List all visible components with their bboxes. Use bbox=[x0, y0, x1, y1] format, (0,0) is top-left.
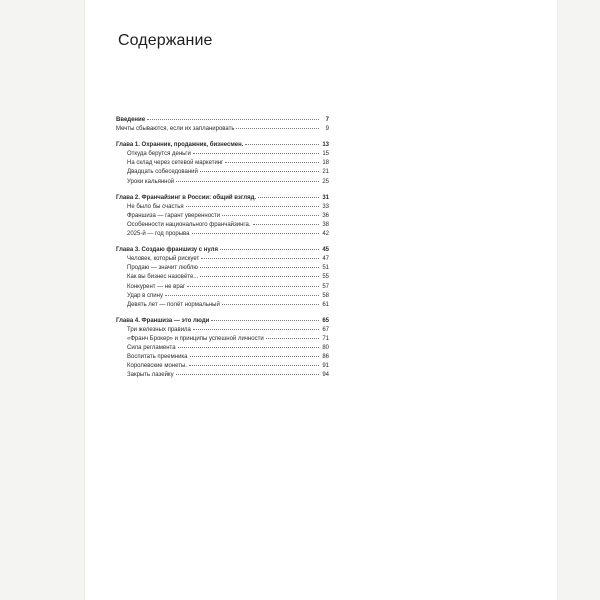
toc-entry bbox=[116, 283, 329, 292]
toc-chapter-heading bbox=[116, 116, 329, 125]
toc-page-number: 71 bbox=[322, 335, 329, 342]
dot-leader bbox=[258, 196, 319, 198]
toc-page-number: 7 bbox=[325, 117, 329, 123]
dot-leader bbox=[165, 294, 319, 296]
toc-page-number: 36 bbox=[322, 212, 329, 219]
page-title: Содержание bbox=[118, 32, 213, 49]
dot-leader bbox=[253, 223, 320, 225]
toc-entry bbox=[116, 159, 329, 168]
toc-page-number: 42 bbox=[322, 231, 329, 238]
toc-entry-label: Введение bbox=[116, 117, 146, 123]
toc-entry bbox=[116, 326, 329, 335]
dot-leader bbox=[176, 180, 319, 182]
toc-section bbox=[116, 116, 329, 134]
dot-leader bbox=[186, 205, 319, 207]
toc-entry bbox=[116, 371, 329, 380]
toc-entry-label: Три железных правила bbox=[127, 326, 191, 333]
toc-page-number: 57 bbox=[322, 283, 329, 290]
toc-chapter-heading bbox=[116, 317, 329, 326]
toc-page-number: 33 bbox=[322, 203, 329, 210]
toc-entry-label: Не было бы счастья bbox=[127, 203, 184, 210]
toc-page-number: 18 bbox=[322, 160, 329, 167]
toc-entry-label: Мечты сбываются, если их запланировать bbox=[116, 126, 235, 133]
book-page bbox=[85, 0, 557, 600]
dot-leader bbox=[200, 275, 319, 277]
toc-page-number: 91 bbox=[322, 363, 329, 370]
toc-page-number: 58 bbox=[322, 292, 329, 299]
dot-leader bbox=[193, 328, 319, 330]
toc-entry-label: Сила регламента bbox=[127, 345, 176, 352]
toc-page-number: 45 bbox=[322, 247, 329, 254]
toc-entry-label: Особенности национального франчайзинга. bbox=[127, 221, 251, 228]
toc-entry bbox=[116, 212, 329, 221]
dot-leader bbox=[211, 319, 319, 321]
toc-page-number: 65 bbox=[322, 317, 329, 324]
toc-entry-label: 2025-й — год прорыва bbox=[127, 231, 190, 238]
dot-leader bbox=[147, 118, 319, 120]
toc-section bbox=[116, 194, 329, 239]
dot-leader bbox=[225, 161, 319, 163]
toc-entry-label: Закрыть лазейку bbox=[127, 372, 174, 379]
toc-entry-label: Глава 4. Франшиза — это люди bbox=[116, 317, 210, 324]
toc-entry-label: Как вы бизнес назовёте... bbox=[127, 274, 199, 281]
toc-page-number: 55 bbox=[322, 274, 329, 281]
toc-page-number: 25 bbox=[322, 178, 329, 185]
toc-entry bbox=[116, 125, 329, 134]
toc-page-number: 86 bbox=[322, 354, 329, 361]
dot-leader bbox=[176, 373, 319, 375]
toc-entry bbox=[116, 353, 329, 362]
toc-entry bbox=[116, 273, 329, 282]
toc-section bbox=[116, 141, 329, 186]
dot-leader bbox=[200, 266, 319, 268]
toc-entry bbox=[116, 178, 329, 187]
toc-entry-label: На склад через сетевой маркетинг bbox=[127, 160, 224, 167]
toc-entry-label: Глава 3. Создаю франшизу с нуля bbox=[116, 247, 218, 254]
toc-entry bbox=[116, 230, 329, 239]
toc-chapter-heading bbox=[116, 194, 329, 203]
table-of-contents bbox=[116, 116, 329, 387]
dot-leader bbox=[201, 257, 319, 259]
dot-leader bbox=[192, 232, 320, 234]
toc-entry-label: Конкурент — не враг bbox=[127, 283, 186, 290]
dot-leader bbox=[187, 285, 319, 287]
toc-entry bbox=[116, 221, 329, 230]
toc-entry bbox=[116, 203, 329, 212]
dot-leader bbox=[236, 127, 319, 129]
toc-entry-label: Двадцать собеседований bbox=[127, 169, 198, 176]
dot-leader bbox=[245, 143, 319, 145]
toc-section bbox=[116, 246, 329, 310]
toc-page-number: 47 bbox=[322, 256, 329, 263]
toc-page-number: 94 bbox=[322, 372, 329, 379]
toc-entry-label: Девять лет — полёт нормальный bbox=[127, 301, 220, 308]
toc-page-number: 67 bbox=[322, 326, 329, 333]
toc-chapter-heading bbox=[116, 246, 329, 255]
toc-entry bbox=[116, 168, 329, 177]
toc-entry-label: Глава 2. Франчайзинг в России: общий взгляд. bbox=[116, 194, 257, 201]
toc-entry bbox=[116, 335, 329, 344]
toc-section bbox=[116, 317, 329, 381]
toc-entry-label: Продаю — значит люблю bbox=[127, 265, 198, 272]
dot-leader bbox=[190, 355, 319, 357]
toc-entry-label: Франшиза — гарант уверенности bbox=[127, 212, 221, 219]
toc-page-number: 80 bbox=[322, 345, 329, 352]
toc-page-number: 21 bbox=[322, 169, 329, 176]
toc-entry bbox=[116, 150, 329, 159]
dot-leader bbox=[189, 364, 319, 366]
dot-leader bbox=[222, 303, 319, 305]
toc-entry-label: Уроки кальянной bbox=[127, 178, 175, 185]
toc-entry-label: Королевские монеты. bbox=[127, 363, 187, 370]
toc-entry bbox=[116, 301, 329, 310]
toc-entry bbox=[116, 344, 329, 353]
dot-leader bbox=[266, 337, 319, 339]
toc-entry bbox=[116, 362, 329, 371]
dot-leader bbox=[220, 248, 319, 250]
toc-page-number: 31 bbox=[322, 194, 329, 201]
dot-leader bbox=[193, 152, 319, 154]
toc-page-number: 38 bbox=[322, 221, 329, 228]
toc-chapter-heading bbox=[116, 141, 329, 150]
toc-entry-label: «Франч Брокер» и принципы успешной личности bbox=[127, 335, 264, 342]
toc-page-number: 15 bbox=[322, 151, 329, 158]
toc-entry bbox=[116, 292, 329, 301]
dot-leader bbox=[200, 170, 319, 172]
toc-entry-label: Удар в спину bbox=[127, 292, 163, 299]
toc-page-number: 13 bbox=[322, 142, 329, 149]
dot-leader bbox=[178, 346, 319, 348]
toc-entry-label: Глава 1. Охранник, продажник, бизнесмен. bbox=[116, 142, 244, 149]
toc-entry-label: Человек, который рискует bbox=[127, 256, 200, 263]
toc-entry bbox=[116, 255, 329, 264]
toc-page-number: 61 bbox=[322, 301, 329, 308]
toc-entry-label: Воспитать преемника bbox=[127, 354, 188, 361]
toc-entry bbox=[116, 264, 329, 273]
toc-page-number: 51 bbox=[322, 265, 329, 272]
dot-leader bbox=[222, 214, 319, 216]
toc-entry-label: Откуда берутся деньги bbox=[127, 151, 191, 158]
toc-page-number: 9 bbox=[325, 126, 329, 133]
